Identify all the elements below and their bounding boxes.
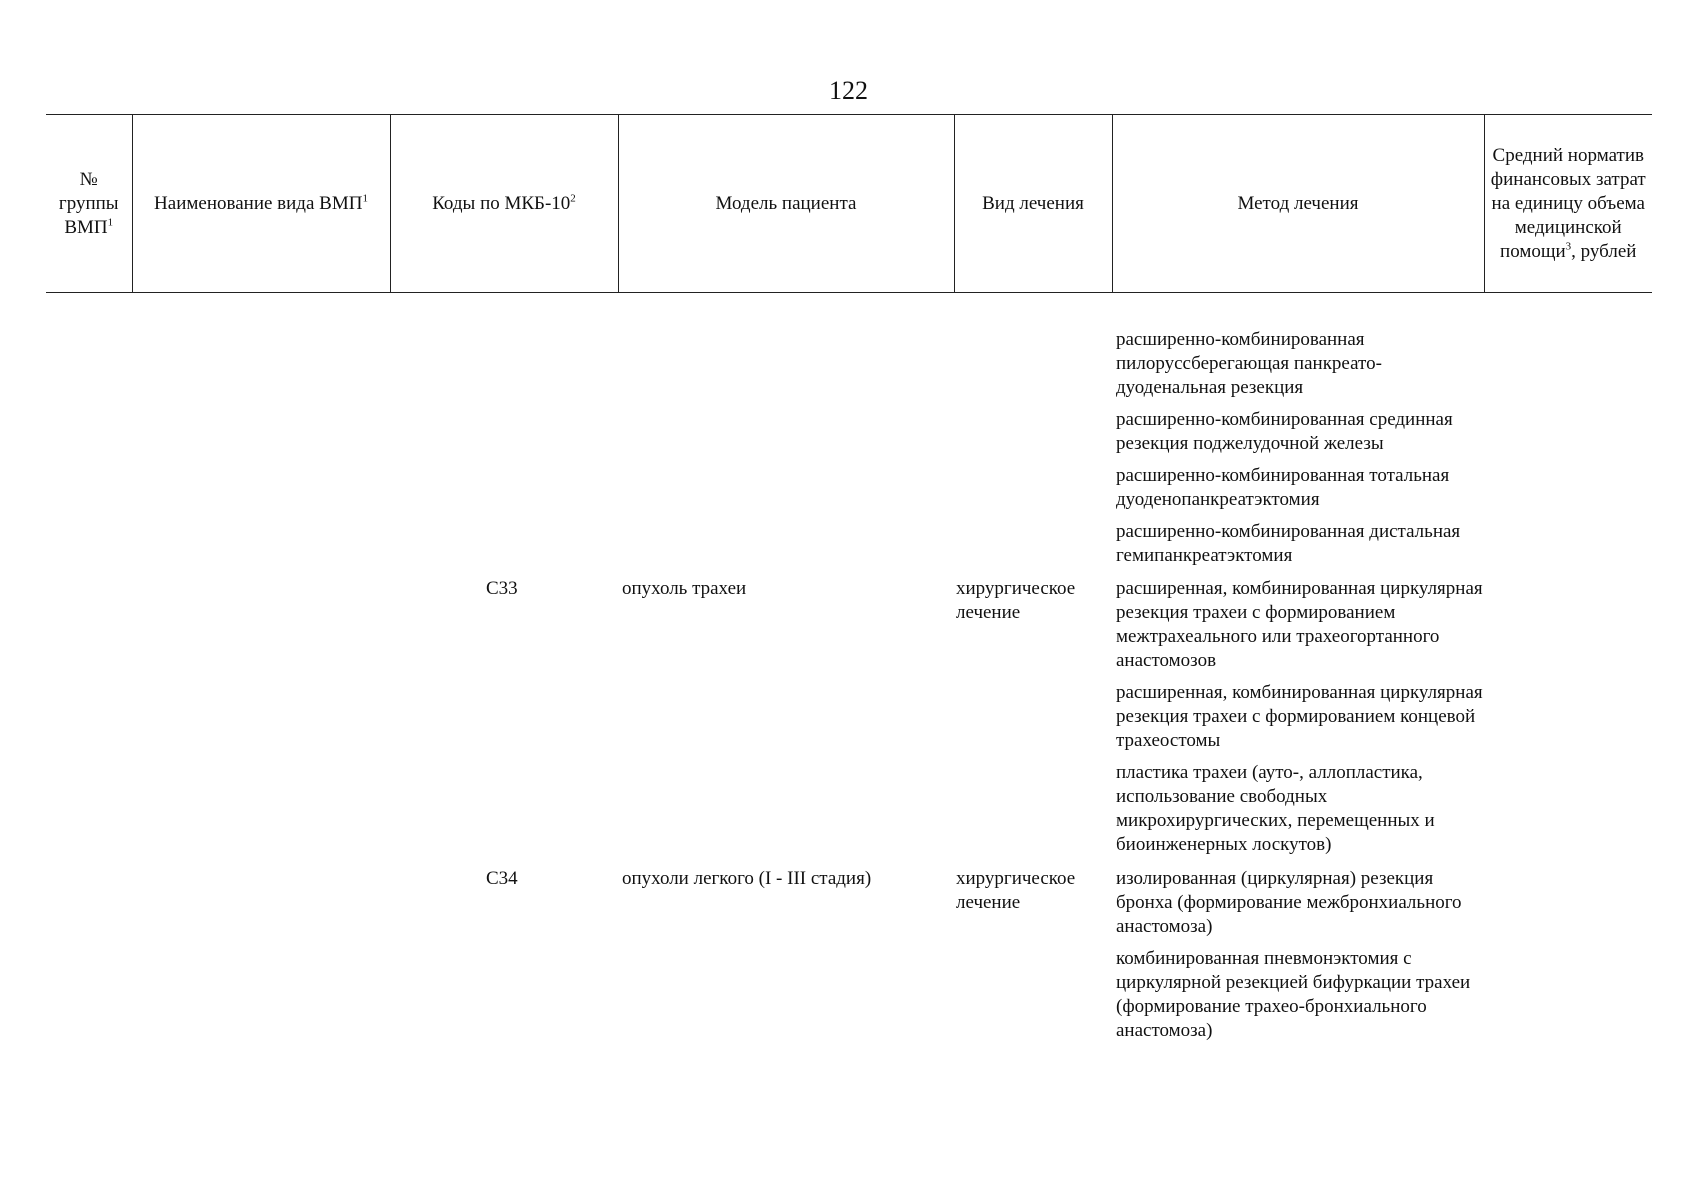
method-item: комбинированная пневмонэктомия с циркулярной резекцией бифуркации трахеи (формирование трахео-бронхиального анастомоза) — [1116, 948, 1471, 1041]
method-item: расширенно-комбинированная тотальная дуоденопанкреатэктомия — [1116, 465, 1450, 510]
row-2-type: хирургическое лечение — [956, 868, 1076, 913]
header-treatment-type: Вид лечения — [954, 115, 1112, 293]
row-2-code: C34 — [486, 868, 518, 889]
method-item: расширенно-комбинированная дистальная гемипанкреатэктомия — [1116, 521, 1461, 566]
method-item: расширенно-комбинированная пилоруссберегающая панкреато-дуоденальная резекция — [1116, 329, 1382, 398]
page-number: 122 — [829, 76, 868, 105]
row-1-code: C33 — [486, 578, 518, 599]
header-avg-cost: Средний норматив финансовых затрат на единицу объема медицинской помощи$^3$, рублей — [1484, 115, 1652, 293]
row-1-methods — [1116, 577, 1486, 865]
method-item: расширенно-комбинированная срединная резекция поджелудочной железы — [1116, 409, 1453, 454]
row-2-methods — [1116, 867, 1486, 1051]
method-item: расширенная, комбинированная циркулярная резекция трахеи с формированием межтрахеального или трахеогортанного анастомозов — [1116, 578, 1483, 671]
header-group-no: № группы ВМП$^1$ — [46, 115, 132, 293]
header-patient-model: Модель пациента — [618, 115, 954, 293]
row-0-methods — [1116, 328, 1486, 576]
row-1-model: опухоль трахеи — [622, 578, 747, 599]
method-item: изолированная (циркулярная) резекция бронха (формирование межбронхиального анастомоза) — [1116, 868, 1462, 937]
header-treatment-method: Метод лечения — [1112, 115, 1484, 293]
table-header — [46, 114, 1652, 293]
method-item: пластика трахеи (ауто-, аллопластика, использование свободных микрохирургических, перемещенных и биоинженерных лоскутов) — [1116, 762, 1435, 855]
header-vmp-name: Наименование вида ВМП$^1$ — [132, 115, 390, 293]
row-2-model: опухоли легкого (I - III стадия) — [622, 868, 872, 889]
row-1-type: хирургическое лечение — [956, 578, 1076, 623]
header-icd-codes: Коды по МКБ-$10^2$ — [390, 115, 618, 293]
method-item: расширенная, комбинированная циркулярная резекция трахеи с формированием концевой трахеостомы — [1116, 682, 1483, 751]
